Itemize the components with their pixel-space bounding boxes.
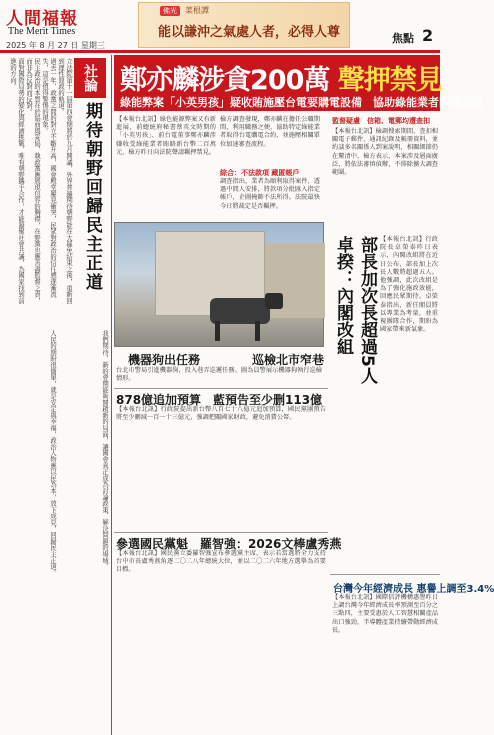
cabinet-story-text: 【本報台北訊】行政院長卓榮泰昨日表示，內閣改組將在近日公布，部長加上次長人數將超過五人。他強調，此次改組是為了強化施政效能，回應民眾期待。卓榮泰指出，新任閣員將以專業為考量，並重視團隊合作，期盼為國家帶來新氣象。 [380, 236, 438, 334]
cabinet-headline-1: 卓揆：內閣改組 [333, 236, 353, 355]
headline-highlight: 聲押禁見 [337, 65, 442, 96]
photo-caption-left: 機器狗出任務 [128, 353, 201, 367]
main-story-column: 檢方調查發現，鄭亦麟在擔任公職期間，利用職務之便，協助特定綠能業者取得台電購電合約，並施壓相關單位加速審查流程。 [220, 116, 320, 148]
banner-brand: 菜根譚 [185, 6, 209, 15]
right-kicker: 監督疑慮 信箱、電郵均遭查扣 [332, 117, 430, 125]
masthead-logo-en: The Merit Times [8, 26, 76, 37]
editorial-title: 期待朝野回歸民主正道 [82, 102, 102, 292]
banner-slogan: 能以謙沖之氣處人者，必得人尊 [158, 25, 341, 40]
editorial-paragraph: 我們期待，新的會期能夠開啟新的局面，讓國會真正成為討論政策、解決問題的場域。 [101, 330, 108, 570]
gdp-headline: 台灣今年經濟成長 惠譽上調至3.4% [333, 584, 494, 595]
robot-dog-leg [255, 321, 260, 341]
main-story-sidebar-text: 調查指出，業者為順利取得案件，透過中間人安排，將款項分批匯入指定帳戶，企圖掩飾不法所得。法院最快今日將裁定是否羈押。 [220, 178, 320, 210]
divider [114, 388, 328, 389]
masthead-logo: 人間福報 [6, 9, 78, 29]
party-headline: 參選國民黨魁 羅智強：2026文棒盧秀燕 [116, 537, 342, 551]
headline-main: 鄭亦麟涉貪200萬 [120, 65, 330, 96]
gdp-story-text: 【本報台北訊】國際信評機構惠譽昨日上調台灣今年經濟成長率預測至百分之三點四，主要受惠於人工智慧相關產品出口強勁，半導體產業持續帶動經濟成長。 [332, 594, 438, 634]
editorial-label: 社論 [74, 58, 106, 98]
cabinet-headline-2: 部長加次長超過5人 [357, 236, 377, 384]
main-story-sidebar-title: 綜合：不法款項 藏匿帳戶 [220, 169, 300, 177]
divider [114, 532, 328, 533]
photo-credit: 台北市警局引進機器狗，投入巷弄巡邏任務。圖為員警展示機器狗執行巡檢情形。 [116, 367, 322, 383]
subheadline: 綠能弊案「小英男孩」疑收賄施壓台電要購電設備 協助綠能業者開設公司 [120, 96, 483, 109]
masthead-rule [0, 50, 440, 53]
page-number: 2 [422, 26, 434, 45]
robot-dog-photo [114, 222, 324, 347]
editorial-paragraph: 過去一年，政黨之間的對立不斷升高，國會殿堂屢見衝突，民眾對政治的信任感逐漸流失，這是值得警惕的現象。 [41, 58, 56, 298]
editorial-paragraph: 人民的期盼很簡單，就是安定與幸福，政治人物應以民為本，放下成見，回歸民主正道。 [49, 330, 56, 576]
right-top-text: 【本報台北訊】檢調搜索期間，查扣相關電子郵件、通訊紀錄及帳冊資料，並約談多名關係人到案說明，相關細節仍在釐清中。檢方表示，本案涉及層面廣泛，將依法審慎偵辦，不排除擴大調查範圍。 [332, 128, 438, 177]
banner-tag: 佛光 [160, 6, 180, 16]
party-story-text: 【本報台北訊】國民黨立委羅智強宣布參選黨主席，表示若當選將全力支持台中市長盧秀燕角逐二〇二八年總統大位，並以二〇二六年地方選舉為首要目標。 [116, 550, 326, 574]
photo-caption-right: 巡檢北市窄巷 [252, 353, 325, 367]
headline [120, 58, 442, 97]
robot-dog-leg [215, 321, 220, 341]
editorial-paragraph: 立法院第十一屆第四會期將於九月開議，外界普遍期待朝野能在大罷免結束之後，重新回到理性問政的軌道。 [57, 58, 72, 304]
budget-story-text: 【本報台北訊】行政院提出新台幣八百七十八億元追加預算，國民黨團預告將至少刪減一百一十三億元，強調把關國家財政，避免浪費公帑。 [116, 406, 326, 422]
budget-headline: 878億追加預算 藍預告至少删113億 [116, 393, 323, 407]
dateline: 2025 年 8 月 27 日 星期三 [6, 41, 105, 50]
editorial-paragraph: 面對國際局勢的變化與經濟挑戰，唯有朝野攜手合作，才能凝聚社會共識，為國家找到前進的方向。 [9, 58, 24, 304]
robot-dog-head [265, 293, 283, 309]
editorial-paragraph: 民主政治的本質在於協商與妥協，執政黨應展現包容的胸襟，在野黨也應善盡監督之責，而非為反對而反對。 [25, 58, 40, 304]
main-story-intro: 【本報台北訊】綠色能源弊案又有新進展，前總統府秘書蔡英文時期的「小英男孩」、前台電董事鄭亦麟涉嫌收受綠能業者賄賂新台幣二百萬元，檢方昨日向法院聲請羈押禁見。 [116, 116, 216, 156]
section-name: 焦點 [392, 32, 414, 45]
divider [330, 574, 440, 575]
